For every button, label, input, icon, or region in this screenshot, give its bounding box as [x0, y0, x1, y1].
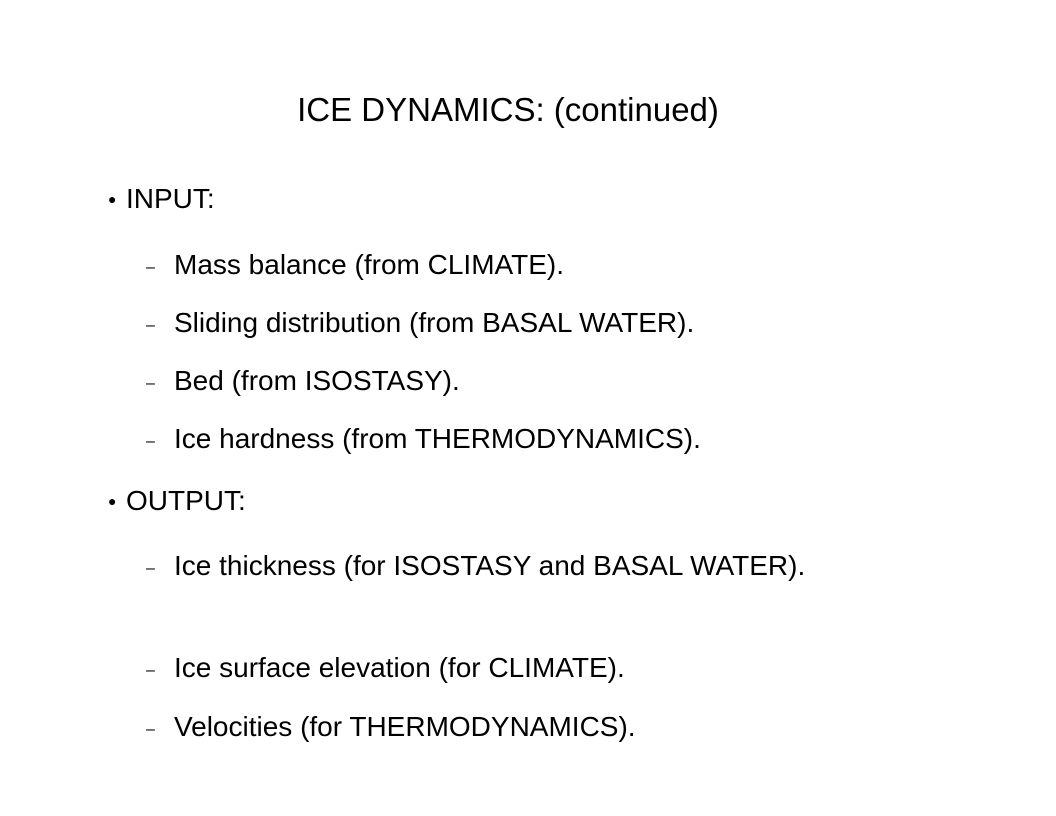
- bullet-dot-icon: ●: [108, 191, 117, 207]
- dash-icon: –: [146, 721, 155, 738]
- dash-icon: –: [146, 259, 155, 276]
- list-item-text: Ice surface elevation (for CLIMATE).: [174, 652, 625, 683]
- dash-icon: –: [146, 375, 155, 392]
- list-item: [146, 422, 874, 456]
- section-input-heading: [108, 182, 215, 216]
- section-output-heading: [108, 484, 246, 518]
- list-item-text: Sliding distribution (from BASAL WATER).: [174, 307, 695, 338]
- dash-icon: –: [146, 433, 155, 450]
- section-label: INPUT:: [126, 183, 215, 214]
- dash-icon: –: [146, 560, 155, 577]
- list-item: [146, 710, 874, 744]
- list-item-text: Ice thickness (for ISOSTASY and BASAL WATER).: [174, 550, 806, 581]
- list-item-text: Mass balance (from CLIMATE).: [174, 249, 565, 280]
- section-label: OUTPUT:: [126, 485, 246, 516]
- dash-icon: –: [146, 317, 155, 334]
- list-item: [146, 364, 874, 398]
- list-item: [146, 306, 874, 340]
- dash-icon: –: [146, 662, 155, 679]
- bullet-dot-icon: ●: [108, 493, 117, 509]
- list-item: [146, 248, 874, 282]
- list-item-text: Bed (from ISOSTASY).: [174, 365, 460, 396]
- slide-title: ICE DYNAMICS: (continued): [297, 91, 719, 128]
- list-item: [146, 651, 874, 685]
- list-item-text: Velocities (for THERMODYNAMICS).: [174, 711, 636, 742]
- list-item: [146, 549, 874, 583]
- list-item-text: Ice hardness (from THERMODYNAMICS).: [174, 423, 701, 454]
